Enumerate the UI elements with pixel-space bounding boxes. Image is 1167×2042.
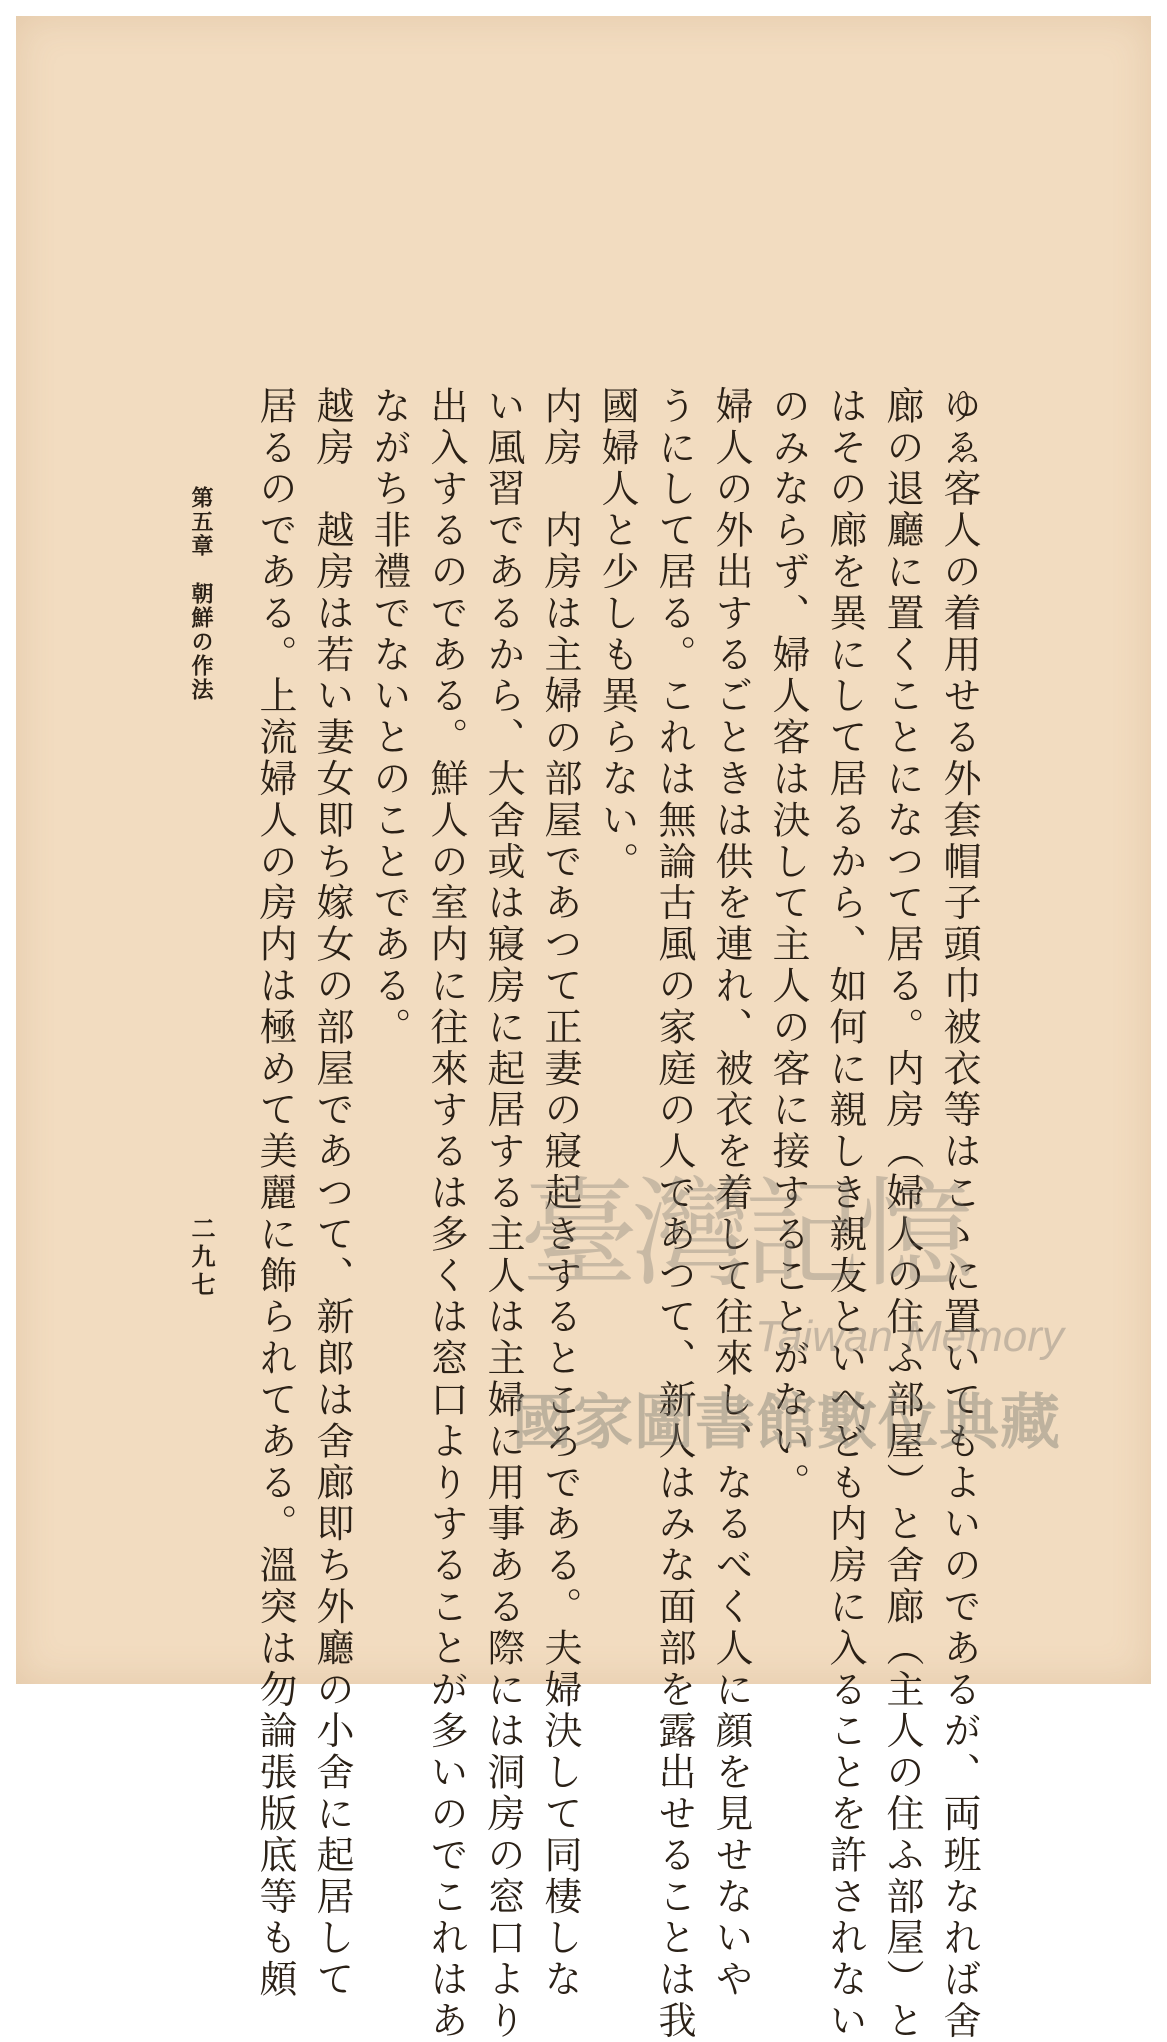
text-column-13: 居るのである。上流婦人の房内は極めて美麗に飾られてある。溫突は勿論張版底等も頗 xyxy=(253,386,297,2001)
text-column-12: 越房 越房は若い妻女即ち嫁女の部屋であつて、新郎は舍廊即ち外廳の小舍に起居して xyxy=(310,386,354,2001)
text-column-1: ゆゑ客人の着用せる外套帽子頭巾被衣等はこゝに置いてもよいのであるが、両班なれば舍 xyxy=(937,386,981,2042)
text-column-10: 出入するのである。鮮人の室内に往來するは多くは窓口よりすることが多いのでこれはあ xyxy=(424,386,468,2042)
text-column-2: 廊の退廳に置くことになつて居る。内房（婦人の住ふ部屋）と舍廊（主人の住ふ部屋）と xyxy=(880,386,924,2042)
text-column-3: はその廊を異にして居るから、如何に親しき親友といへども内房に入ることを許されない xyxy=(823,386,867,2042)
text-column-4: のみならず、婦人客は決して主人の客に接することがない。 xyxy=(766,386,810,1504)
text-column-9: い風習であるから、大舍或は寢房に起居する主人は主婦に用事ある際には洞房の窓口より xyxy=(481,386,525,2042)
chapter-header: 第五章 朝鮮の作法 xyxy=(188,486,214,702)
text-column-5: 婦人の外出するごときは供を連れ、被衣を着して往來し、なるべく人に顔を見せないや xyxy=(709,386,753,2001)
text-column-8: 内房 内房は主婦の部屋であつて正妻の寢起きするところである。夫婦決して同棲しな xyxy=(538,386,582,2001)
watermark-logo: 臺灣記憶 xyxy=(520,1165,969,1303)
watermark-subtitle: 國家圖書館數位典藏 xyxy=(512,1388,1061,1458)
text-column-11: ながち非禮でないとのことである。 xyxy=(367,386,411,1049)
page-number: 二九七 xyxy=(187,1216,216,1300)
text-column-6: うにして居る。これは無論古風の家庭の人であつて、新人はみな面部を露出せることは我 xyxy=(652,386,696,2042)
text-column-7: 國婦人と少しも異らない。 xyxy=(595,386,639,883)
watermark-english: Taiwan Memory xyxy=(755,1312,1064,1361)
